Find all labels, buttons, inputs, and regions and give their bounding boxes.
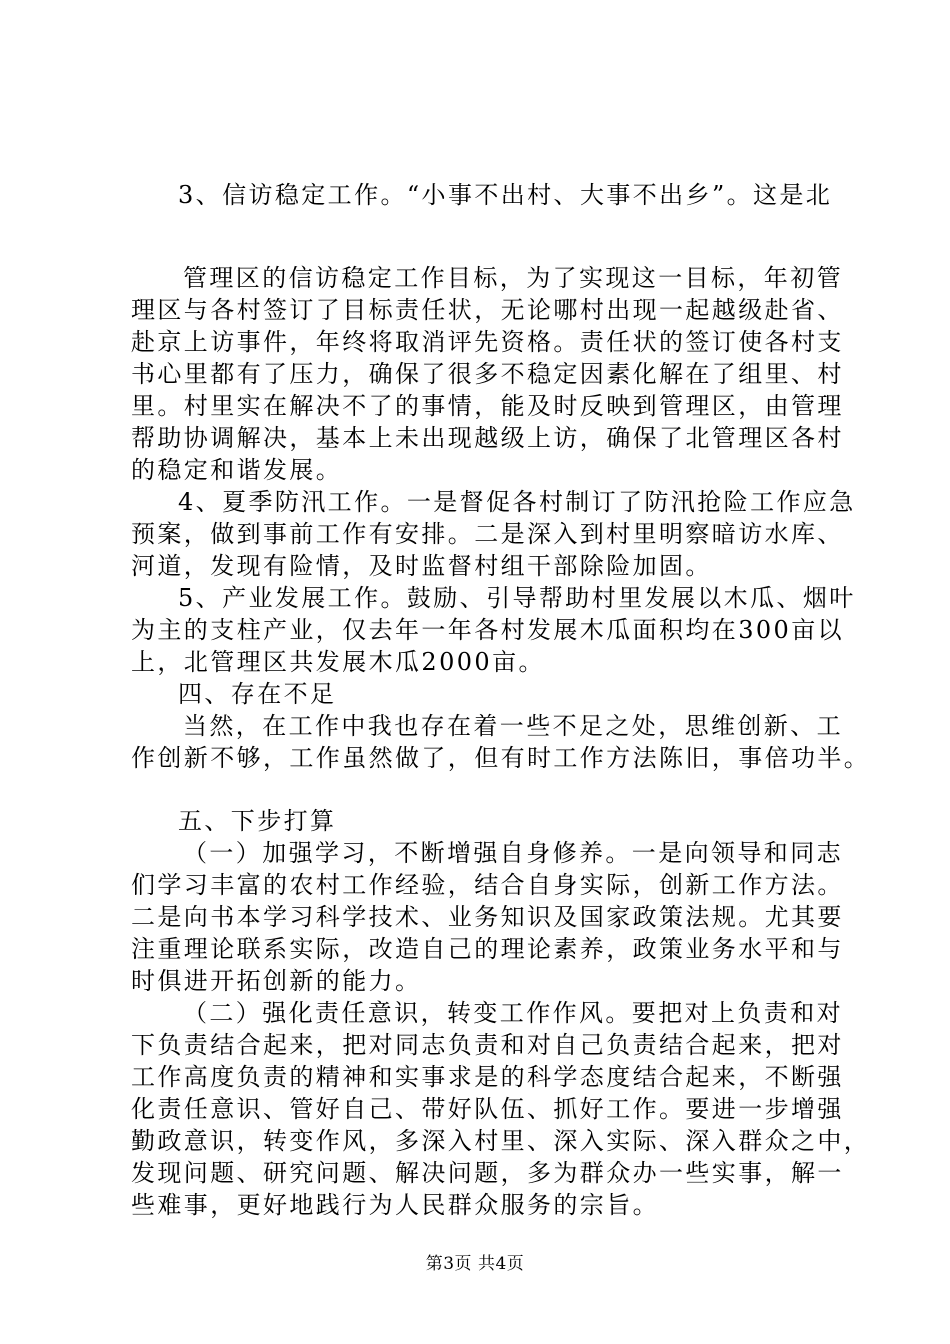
text-line: 作创新不够，工作虽然做了，但有时工作方法陈旧，事倍功半。 bbox=[131, 744, 871, 772]
text-line: 4、夏季防汛工作。一是督促各村制订了防汛抢险工作应急 bbox=[178, 488, 856, 516]
text-line: 时俱进开拓创新的能力。 bbox=[131, 967, 422, 995]
text-line: 为主的支柱产业，仅去年一年各村发展木瓜面积均在300亩以 bbox=[131, 616, 845, 644]
text-line: 里。村里实在解决不了的事情，能及时反映到管理区，由管理 bbox=[131, 392, 844, 420]
text-line: 勤政意识，转变作风，多深入村里、深入实际、深入群众之中， bbox=[131, 1127, 871, 1155]
text-line: （一）加强学习，不断增强自身修养。一是向领导和同志 bbox=[183, 839, 843, 867]
text-line: 发现问题、研究问题、解决问题，多为群众办一些实事，解一 bbox=[131, 1159, 844, 1187]
text-line: 帮助协调解决，基本上未出现越级上访，确保了北管理区各村 bbox=[131, 424, 844, 452]
text-line: 理区与各村签订了目标责任状，无论哪村出现一起越级赴省、 bbox=[131, 296, 844, 324]
text-line: 们学习丰富的农村工作经验，结合自身实际，创新工作方法。 bbox=[131, 871, 844, 899]
section-heading: 五、下步打算 bbox=[178, 807, 337, 835]
text-line: 管理区的信访稳定工作目标，为了实现这一目标，年初管 bbox=[183, 264, 843, 292]
text-line: 当然，在工作中我也存在着一些不足之处，思维创新、工 bbox=[183, 712, 843, 740]
text-line: （二）强化责任意识，转变工作作风。要把对上负责和对 bbox=[183, 999, 843, 1027]
section-heading: 四、存在不足 bbox=[178, 680, 337, 708]
text-line: 赴京上访事件，年终将取消评先资格。责任状的签订使各村支 bbox=[131, 328, 844, 356]
text-line: 预案，做到事前工作有安排。二是深入到村里明察暗访水库、 bbox=[131, 520, 844, 548]
text-line: 的稳定和谐发展。 bbox=[131, 456, 343, 484]
text-line: 书心里都有了压力，确保了很多不稳定因素化解在了组里、村 bbox=[131, 360, 844, 388]
text-line: 下负责结合起来，把对同志负责和对自己负责结合起来，把对 bbox=[131, 1031, 844, 1059]
text-line: 河道，发现有险情，及时监督村组干部除险加固。 bbox=[131, 552, 712, 580]
text-line: 化责任意识、管好自己、带好队伍、抓好工作。要进一步增强 bbox=[131, 1095, 844, 1123]
text-line: 些难事，更好地践行为人民群众服务的宗旨。 bbox=[131, 1191, 659, 1219]
text-line: 上，北管理区共发展木瓜2000亩。 bbox=[131, 648, 545, 676]
text-line: 工作高度负责的精神和实事求是的科学态度结合起来，不断强 bbox=[131, 1063, 844, 1091]
text-line: 注重理论联系实际，改造自己的理论素养，政策业务水平和与 bbox=[131, 935, 844, 963]
page-number-footer: 第3页 共4页 bbox=[425, 1254, 525, 1274]
text-line: 二是向书本学习科学技术、业务知识及国家政策法规。尤其要 bbox=[131, 903, 844, 931]
text-line: 5、产业发展工作。鼓励、引导帮助村里发展以木瓜、烟叶 bbox=[178, 584, 856, 612]
text-line: 3、信访稳定工作。“小事不出村、大事不出乡”。这是北 bbox=[178, 181, 833, 209]
